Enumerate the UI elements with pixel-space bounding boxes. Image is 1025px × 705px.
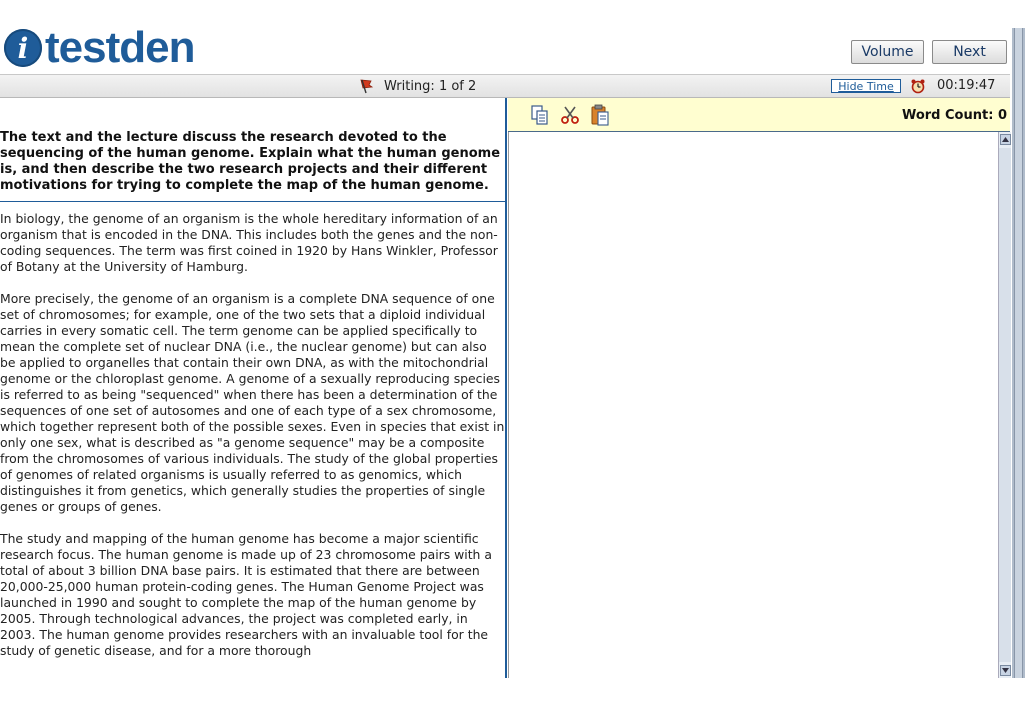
info-icon: i [4,29,42,67]
logo-text: testden [45,23,195,72]
essay-editor[interactable] [508,132,998,678]
word-count [902,108,1007,123]
next-button[interactable]: Next [932,40,1007,64]
divider [0,201,505,202]
hide-time-button[interactable]: Hide Time [831,79,901,93]
status-bar [0,74,1010,98]
reading-pane [0,98,507,678]
app-header [0,0,1025,74]
scissors-icon[interactable] [560,104,580,126]
passage-paragraph: The study and mapping of the human genome has become a major scientific research focus. The human genome is made up of 23 chromosome pairs with a total of about 3 billion DNA base pairs. It is estimated that there are between 20,000-25,000 human protein-coding genes. The Human Genome Project was launched in 1990 and sought to complete the map of the human genome by 2005. Through technological advances, the project was completed early, in 2003. The human genome provides researchers with an invaluable tool for the study of genetic disease, and for a more thorough [0,531,492,658]
volume-button[interactable]: Volume [851,40,924,64]
word-count-label: Word Count: [901,108,994,123]
section-label: Writing: 1 of 2 [384,78,477,94]
time-remaining: 00:19:47 [937,78,996,93]
passage-paragraph: In biology, the genome of an organism is the whole hereditary information of an organism that is encoded in the DNA. This includes both the genes and the non-coding sequences. The term was first coined in 1920 by Hans Winkler, Professor of Botany at the University of Hamburg. [0,211,498,274]
scroll-down-icon[interactable] [1000,665,1011,676]
scrollbar-track[interactable] [999,148,1011,662]
window-scrollbar-thumb[interactable] [1014,28,1023,678]
scroll-up-icon[interactable] [1000,134,1011,145]
paste-icon[interactable] [590,104,610,126]
passage-paragraph: More precisely, the genome of an organism is a complete DNA sequence of one set of chromosomes; for example, one of the two sets that a diploid individual carries in every somatic cell. The term genome can be applied specifically to mean the complete set of nuclear DNA (i.e., the nuclear genome) but can also be applied to organelles that contain their own DNA, as with the mitochondrial genome or the chloroplast genome. A genome of a sexually reproducing species is referred to as being "sequenced" when there has been a determination of the sequences of one set of autosomes and one of each type of a sex chromosome, which together represent both of the possible sexes. Even in species that exist in only one sex, what is described as "a genome sequence" may be a composite from the chromosomes of various individuals. The study of the global properties of genomes of related organisms is usually referred to as genomics, which distinguishes it from genetics, which generally studies the properties of single genes or groups of genes. [0,291,505,514]
alarm-clock-icon [910,78,926,94]
word-count-value: 0 [997,108,1007,123]
testden-logo [4,23,195,72]
question-prompt: The text and the lecture discuss the research devoted to the sequencing of the human genome. Explain what the human genome is, and then describe the two research projects and their different motivations for trying to complete the map of the human genome. [0,130,501,193]
window-scrollbar[interactable] [1012,28,1025,678]
editor-toolbar [508,98,1010,132]
section-indicator [358,78,476,94]
copy-icon[interactable] [530,104,550,126]
reading-passage [0,211,505,675]
flag-icon [358,78,374,94]
editor-scrollbar[interactable] [998,132,1011,678]
